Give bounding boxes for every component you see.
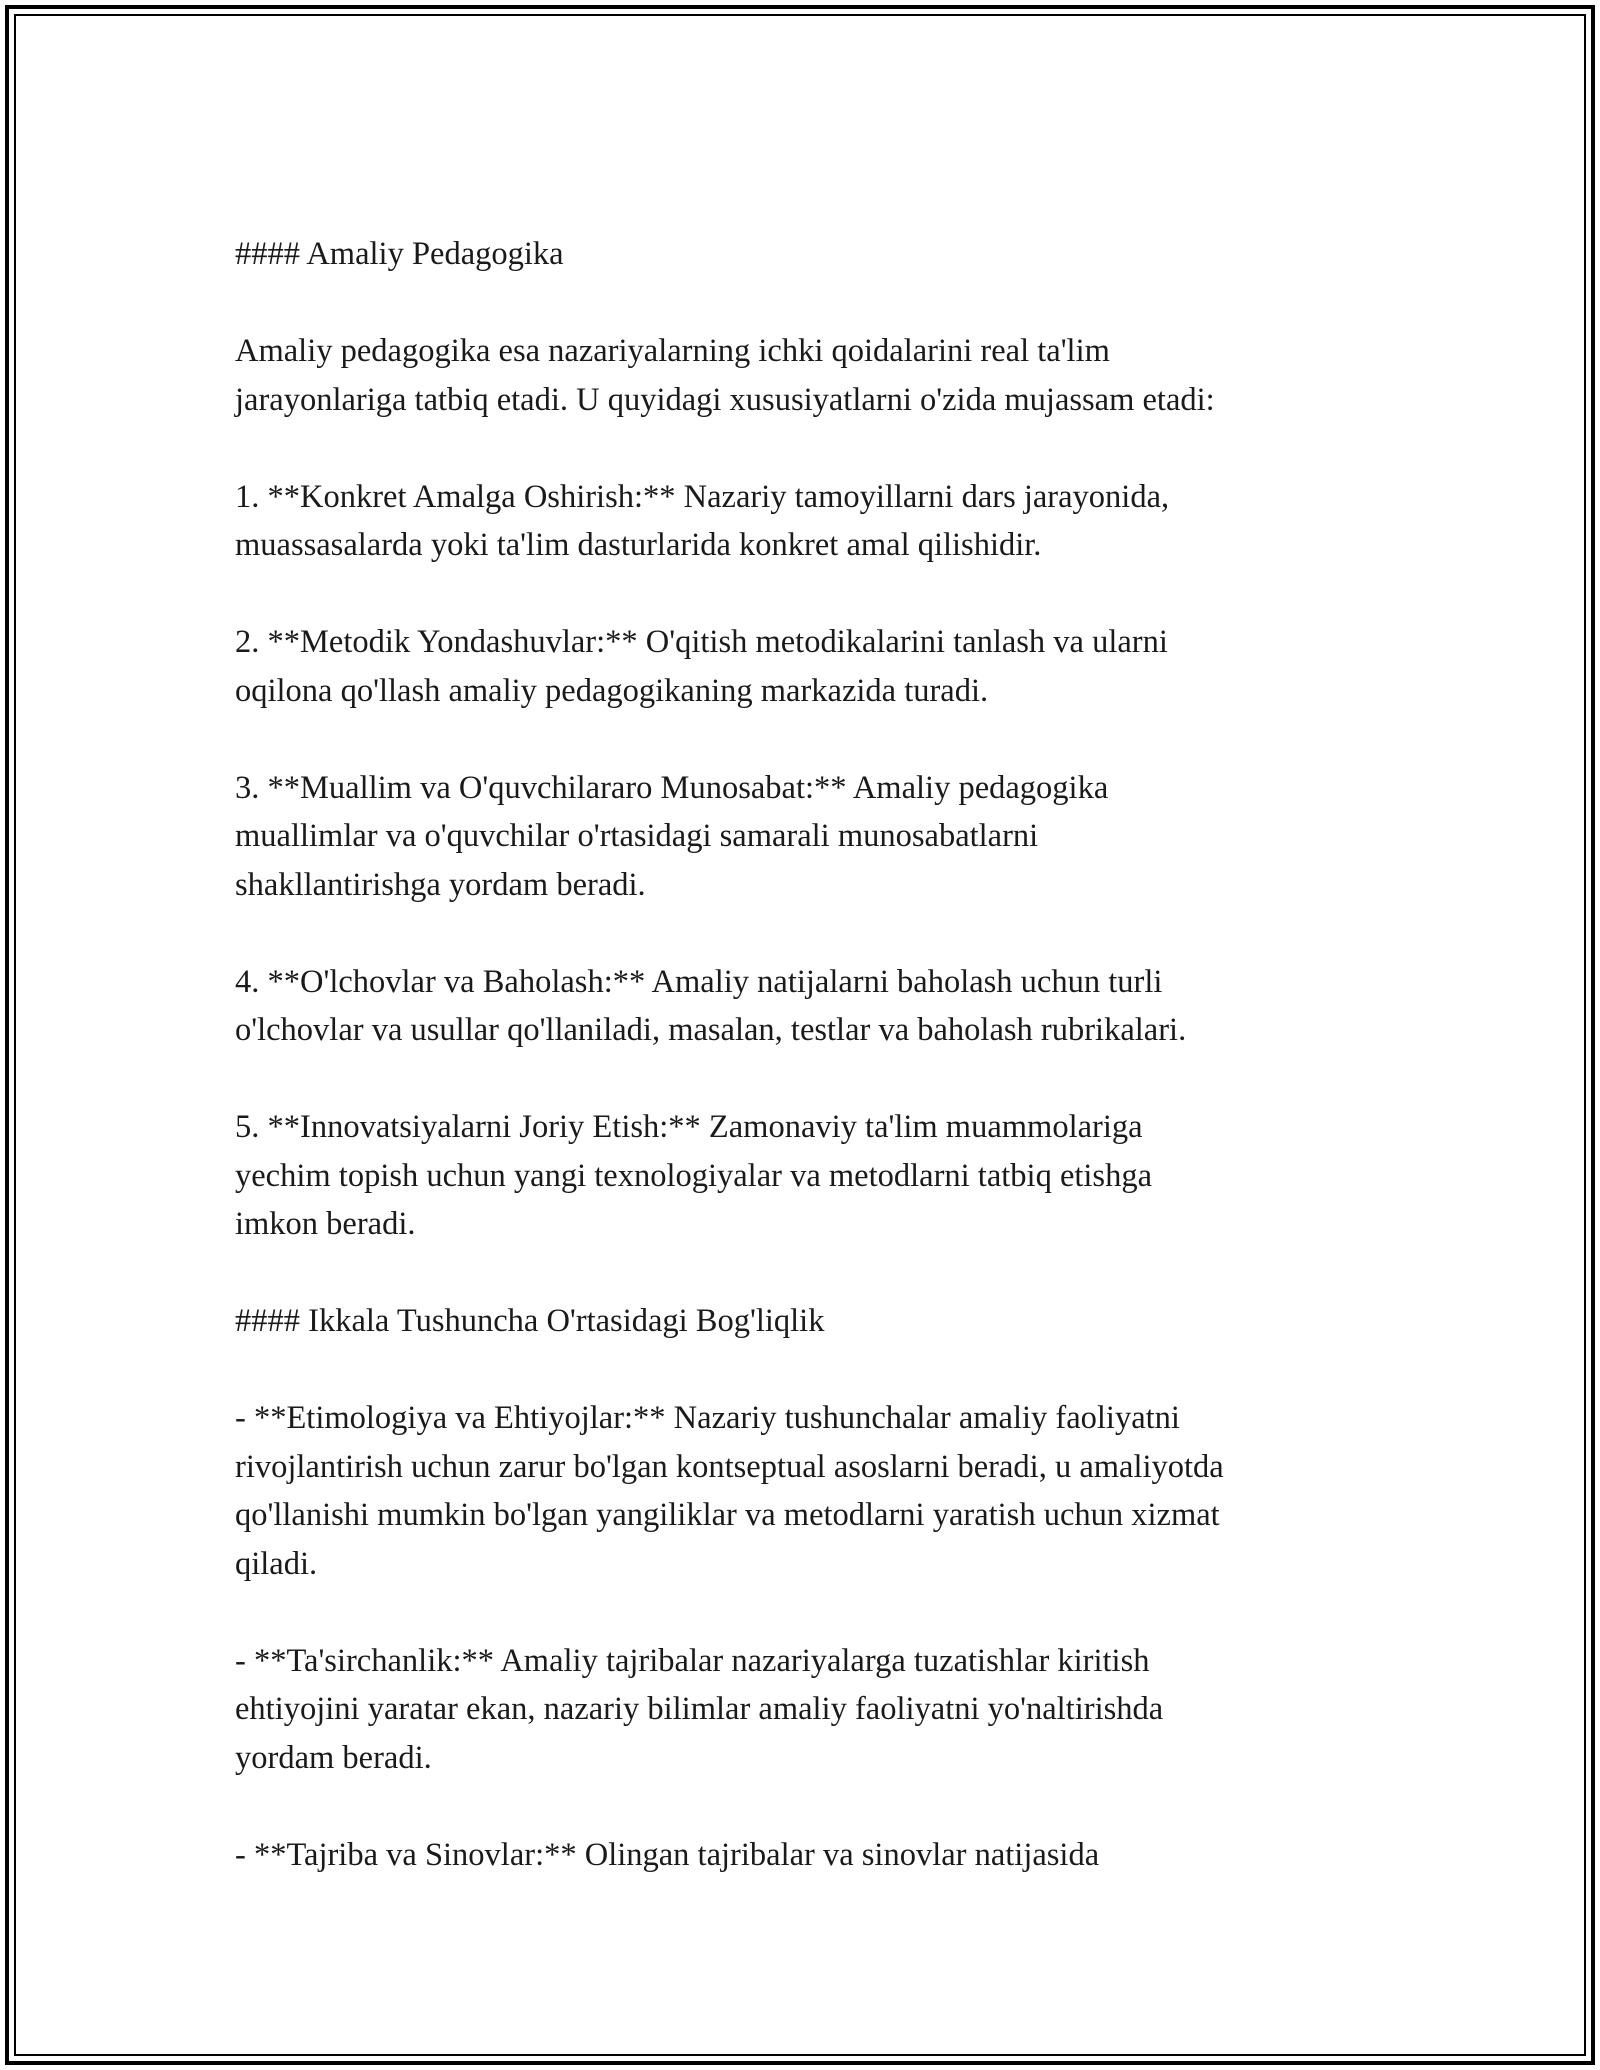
list-item-2: 2. **Metodik Yondashuvlar:** O'qitish metodikalarini tanlash va ularni oqilona qo'llash amaliy pedagogikaning markazida turadi. <box>235 624 1168 709</box>
list-item-5: 5. **Innovatsiyalarni Joriy Etish:** Zamonaviy ta'lim muammolariga yechim topish uchun yangi texnologiyalar va metodlarni tatbiq etishga imkon beradi. <box>235 1109 1152 1242</box>
document-body <box>235 230 1375 1928</box>
bullet-item-tasirchanlik: - **Ta'sirchanlik:** Amaliy tajribalar nazariyalarga tuzatishlar kiritish ehtiyojini yaratar ekan, nazariy bilimlar amaliy faoliyatni yo'naltirishda yordam beradi. <box>235 1642 1164 1776</box>
list-item-4: 4. **O'lchovlar va Baholash:** Amaliy natijalarni baholash uchun turli o'lchovlar va usullar qo'llaniladi, masalan, testlar va baholash rubrikalari. <box>235 963 1187 1048</box>
list-item-3: 3. **Muallim va O'quvchilararo Munosabat:** Amaliy pedagogika muallimlar va o'quvchilar o'rtasidagi samarali munosabatlarni shakllantirishga yordam beradi. <box>235 769 1109 903</box>
bullet-item-etimologiya: - **Etimologiya va Ehtiyojlar:** Nazariy tushunchalar amaliy faoliyatni rivojlantirish uchun zarur bo'lgan kontseptual asoslarni beradi, u amaliyotda qo'llanishi mumkin bo'lgan yangiliklar va metodlarni yaratish uchun xizmat qiladi. <box>235 1400 1224 1582</box>
list-item-1: 1. **Konkret Amalga Oshirish:** Nazariy tamoyillarni dars jarayonida, muassasalarda yoki ta'lim dasturlarida konkret amal qilishidir. <box>235 478 1170 563</box>
intro-paragraph: Amaliy pedagogika esa nazariyalarning ichki qoidalarini real ta'lim jarayonlariga tatbiq etadi. U quyidagi xususiyatlarni o'zida mujassam etadi: <box>235 333 1215 418</box>
bullet-item-tajriba: - **Tajriba va Sinovlar:** Olingan tajribalar va sinovlar natijasida <box>235 1836 1100 1873</box>
section-heading-amaliy-pedagogika: #### Amaliy Pedagogika <box>235 236 564 272</box>
section-heading-boglliqlik: #### Ikkala Tushuncha O'rtasidagi Bog'liqlik <box>235 1303 825 1339</box>
